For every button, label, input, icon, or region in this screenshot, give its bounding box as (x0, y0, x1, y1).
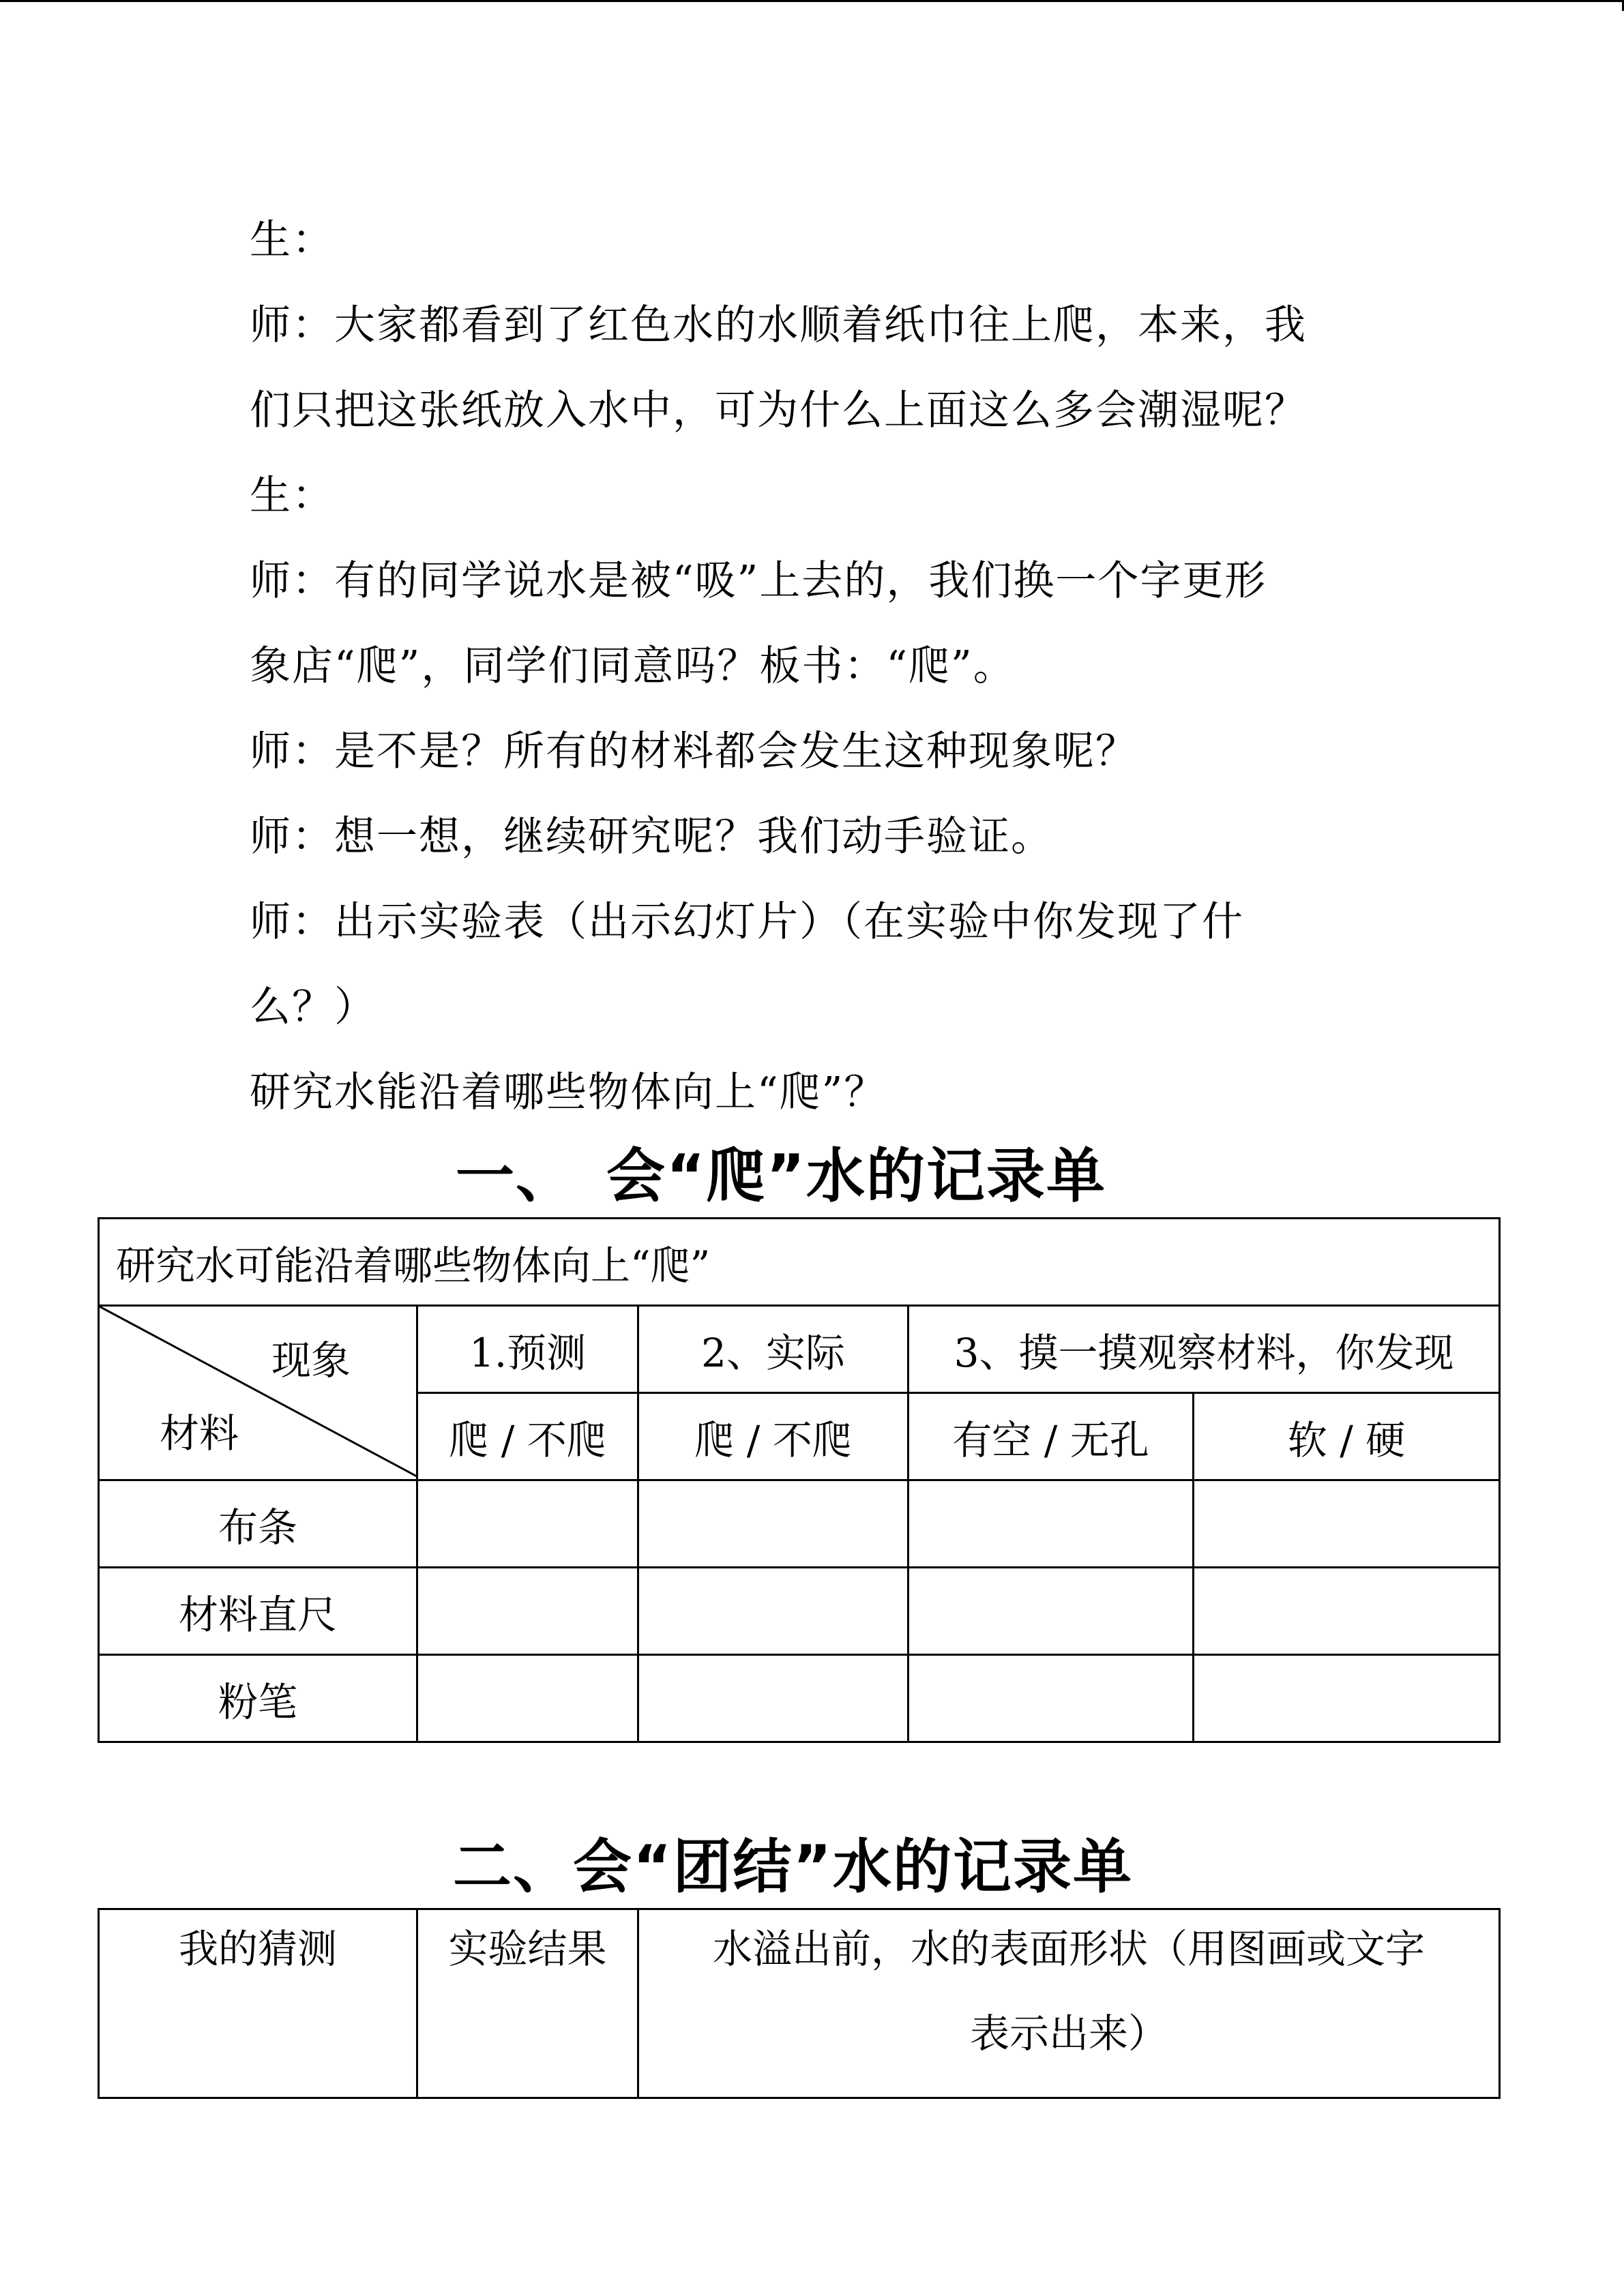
diagonal-line (100, 1307, 417, 1477)
subheader-holes: 有空 / 无孔 (909, 1393, 1194, 1480)
table-cell[interactable] (638, 1568, 909, 1655)
table-cell[interactable] (909, 1568, 1194, 1655)
record1-heading: 一、 会“爬”水的记录单 (456, 1142, 1107, 1210)
paragraph-teacher-5b: 么？） (250, 983, 377, 1031)
page-top-border (0, 0, 1624, 2)
table-cell[interactable] (909, 1655, 1194, 1742)
table-row (99, 1655, 1500, 1742)
row-label-cloth: 布条 (99, 1480, 417, 1568)
paragraph-teacher-4: 师：想一想，继续研究呢？我们动手验证。 (250, 813, 1053, 861)
paragraph-student-2: 生： (250, 472, 334, 520)
col-header-guess (99, 1909, 417, 2098)
table-cell[interactable] (638, 1655, 909, 1742)
col-header-result (417, 1909, 638, 2098)
table-row (99, 1568, 1500, 1655)
diag-label-phenomenon: 现象 (271, 1337, 351, 1384)
record1-table (98, 1217, 1501, 1743)
paragraph-teacher-3: 师：是不是？所有的材料都会发生这种现象呢？ (250, 728, 1138, 775)
record1-diagonal-header (99, 1306, 417, 1480)
paragraph-teacher-1a: 师：大家都看到了红色水的水顺着纸巾往上爬，本来，我 (250, 301, 1307, 349)
record1-header-row (99, 1306, 1500, 1393)
table-cell[interactable] (1194, 1480, 1500, 1568)
record1-title-cell: 研究水可能沿着哪些物体向上“爬” (99, 1219, 1500, 1306)
table-cell[interactable] (1194, 1655, 1500, 1742)
col-header-guess-label: 我的猜测 (178, 1926, 337, 1972)
paragraph-teacher-2b: 象店“爬”，同学们同意吗？板书：“爬”。 (250, 642, 1016, 690)
table-row (99, 1480, 1500, 1568)
col-header-actual: 2、实际 (638, 1306, 909, 1393)
col-header-touch: 3、摸一摸观察材料，你发现 (909, 1306, 1500, 1393)
paragraph-teacher-2a: 师：有的同学说水是被“吸”上去的，我们换一个字更形 (250, 557, 1267, 605)
subheader-predict: 爬 / 不爬 (417, 1393, 638, 1480)
table-cell[interactable] (417, 1568, 638, 1655)
paragraph-student-1: 生： (250, 216, 334, 264)
subheader-soft-hard: 软 / 硬 (1194, 1393, 1500, 1480)
row-label-ruler: 材料直尺 (99, 1568, 417, 1655)
table-cell[interactable] (1194, 1568, 1500, 1655)
col-header-result-label: 实验结果 (448, 1926, 607, 1972)
table-cell[interactable] (909, 1480, 1194, 1568)
record1-title-row (99, 1219, 1500, 1306)
table-cell[interactable] (417, 1655, 638, 1742)
paragraph-research-question: 研究水能沿着哪些物体向上“爬”？ (250, 1069, 887, 1116)
row-label-chalk: 粉笔 (99, 1655, 417, 1742)
record2-heading: 二、会“团结”水的记录单 (453, 1833, 1134, 1901)
col-header-surface-shape (638, 1909, 1500, 2098)
paragraph-teacher-5a: 师：出示实验表（出示幻灯片）（在实验中你发现了什 (250, 898, 1244, 946)
col-header-predict: 1.预测 (417, 1306, 638, 1393)
table-cell[interactable] (417, 1480, 638, 1568)
record2-table (98, 1908, 1501, 2099)
diag-label-material: 材料 (160, 1410, 239, 1457)
table-cell[interactable] (638, 1480, 909, 1568)
record2-header-row (99, 1909, 1500, 2098)
col-header-surface-shape-line1: 水溢出前，水的表面形状（用图画或文字 (712, 1926, 1425, 1972)
col-header-surface-shape-line2: 表示出来） (969, 2010, 1168, 2057)
subheader-actual: 爬 / 不爬 (638, 1393, 909, 1480)
paragraph-teacher-1b: 们只把这张纸放入水中，可为什么上面这么多会潮湿呢？ (250, 387, 1307, 434)
